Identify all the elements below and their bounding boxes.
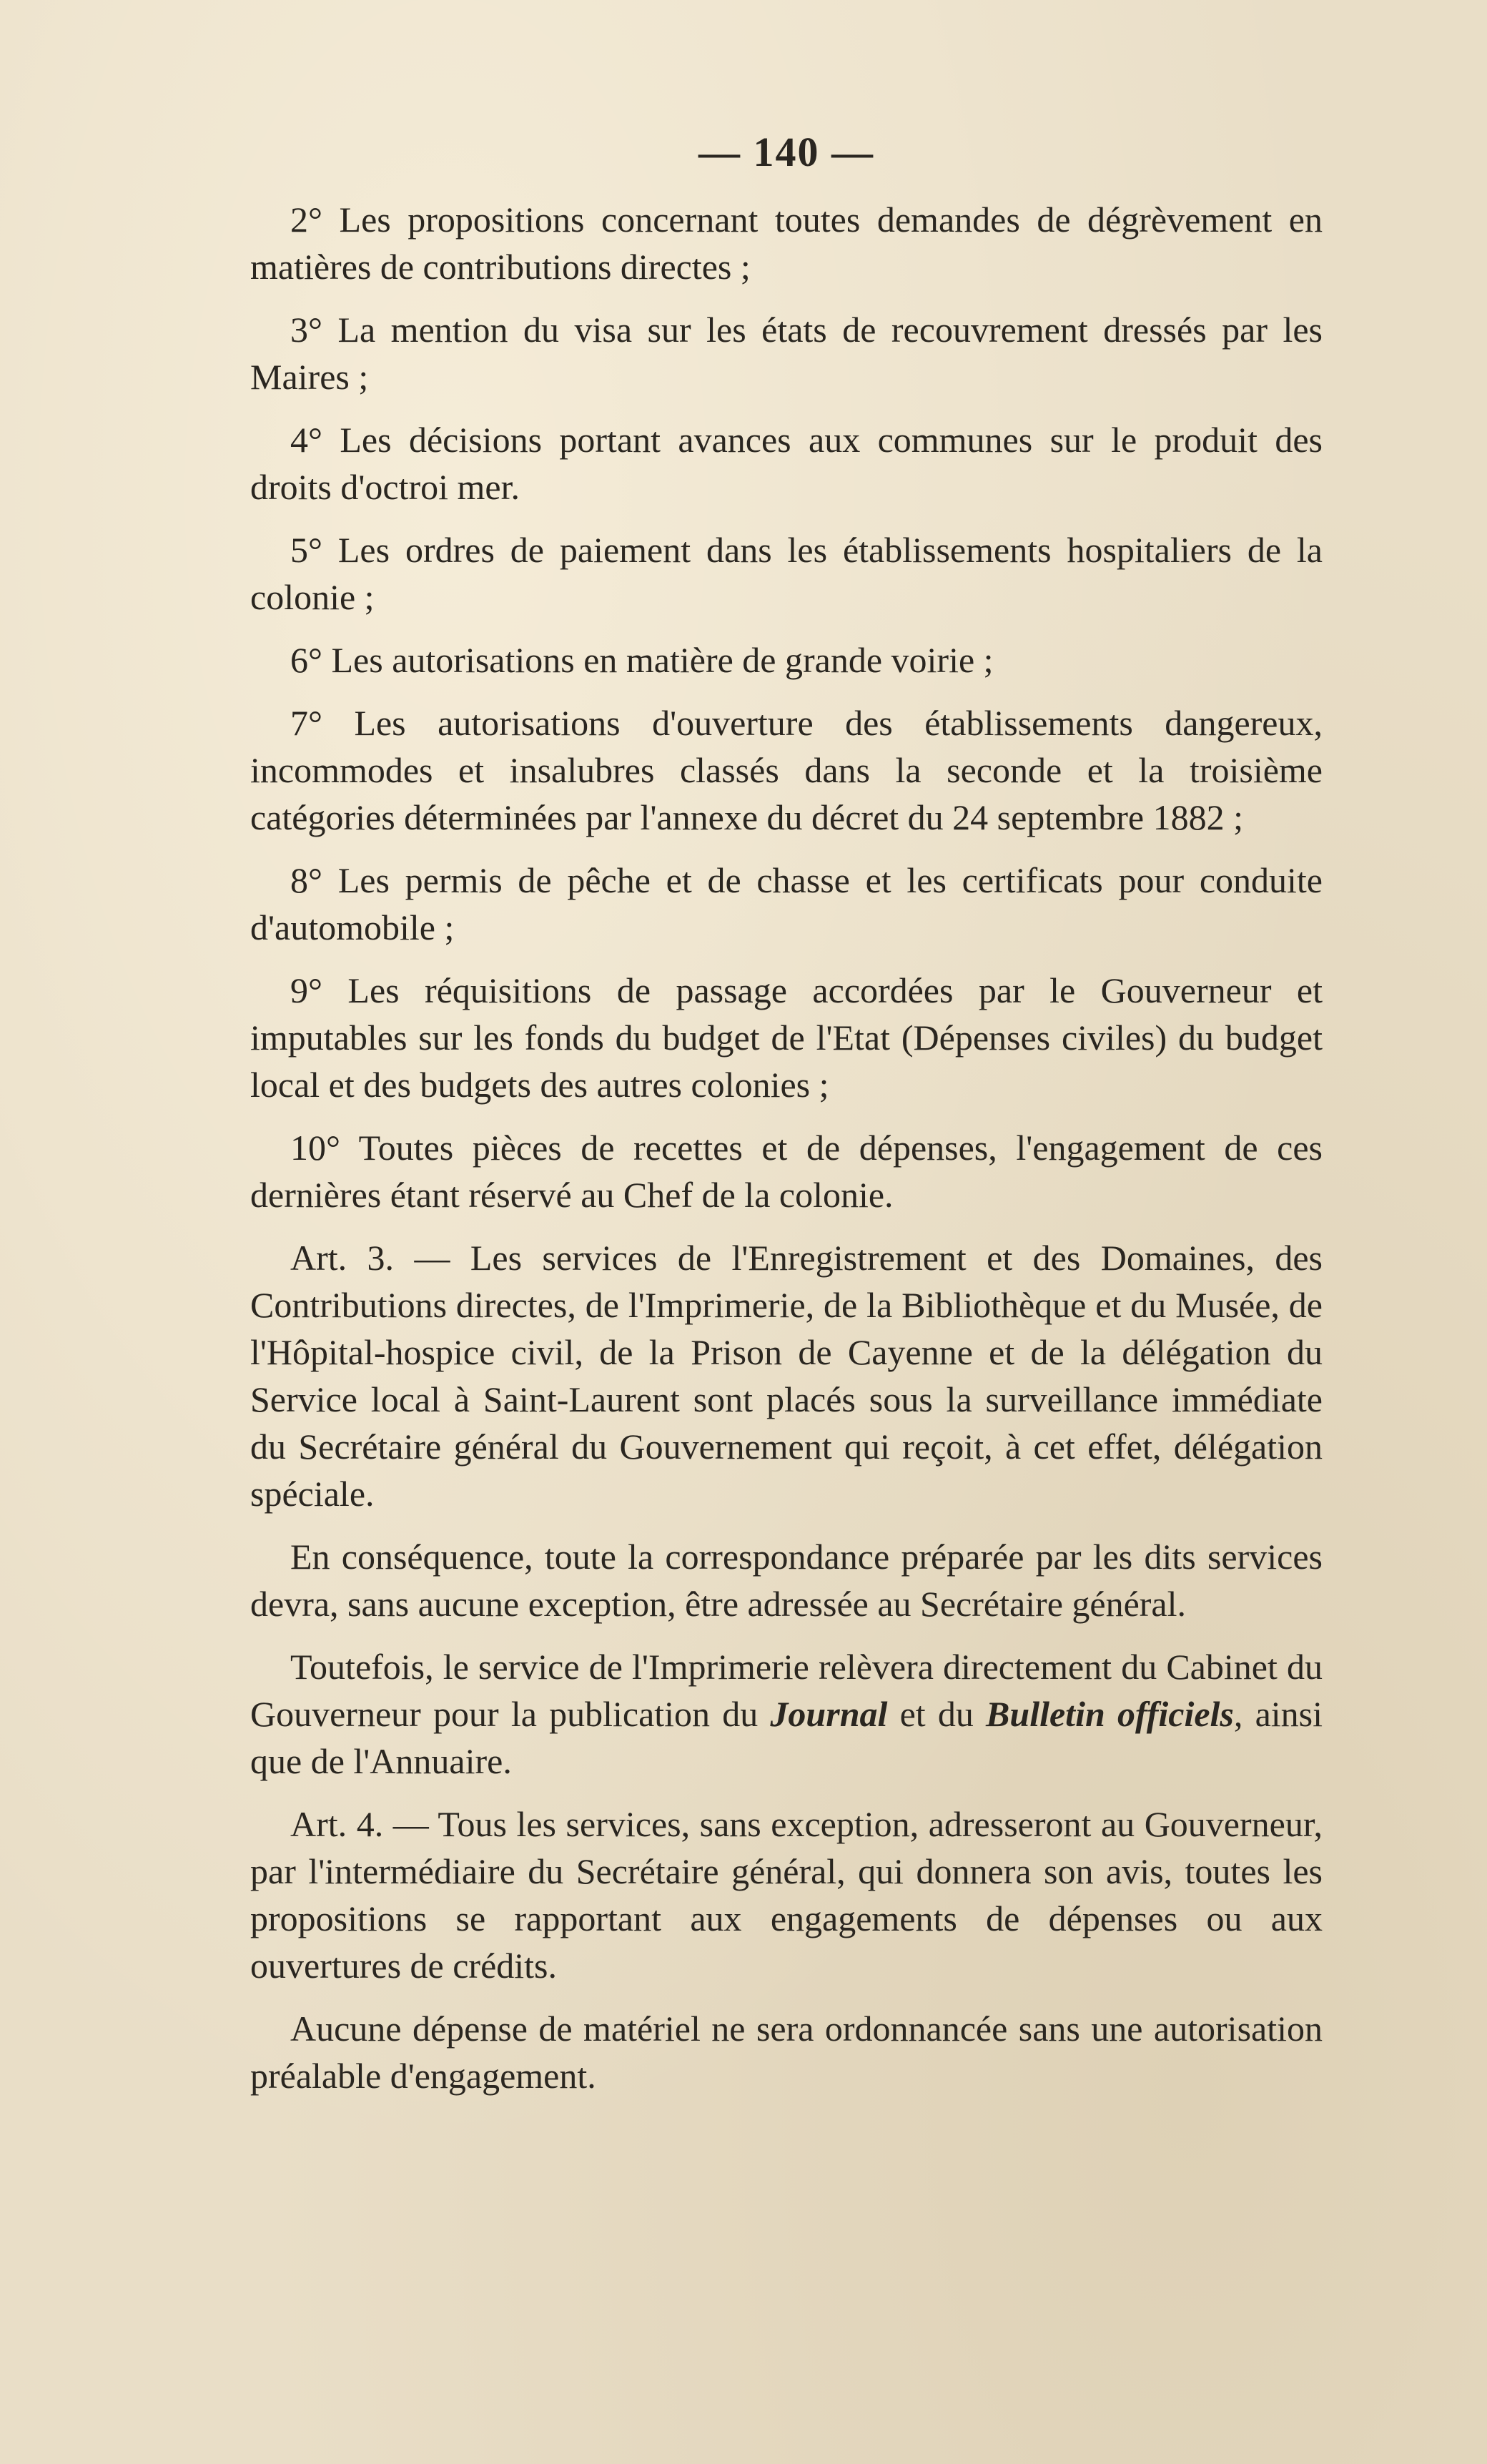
paragraph-item-8: 8° Les permis de pêche et de chasse et les certificats pour conduite d'automobile ;: [250, 860, 1323, 947]
paragraph-article-4: Art. 4. — Tous les services, sans exception, adresseront au Gouverneur, par l'intermédiaire du Secrétaire général, qui donnera son avis, toutes les propositions se rapportant aux engagements de dépenses ou aux ouvertures de crédits.: [250, 1804, 1323, 1986]
text-segment: Toutefois, le service de l'Imprimerie relèvera directement du Cabinet du Gouverneur pour la publication du: [250, 1647, 1323, 1734]
paragraph-item-5: 5° Les ordres de paiement dans les établissements hospitaliers de la colonie ;: [250, 530, 1323, 617]
text-segment: , ainsi que de l'Annuaire.: [250, 1694, 1323, 1781]
paragraph-item-6: 6° Les autorisations en matière de grande voirie ;: [290, 640, 994, 680]
paragraph-item-10: 10° Toutes pièces de recettes et de dépenses, l'engagement de ces dernières étant réservé au Chef de la colonie.: [250, 1128, 1323, 1215]
text-segment: et du: [887, 1694, 987, 1734]
paragraph-item-9: 9° Les réquisitions de passage accordées par le Gouverneur et imputables sur les fonds du budget de l'Etat (Dépenses civiles) du budget local et des budgets des autres colonies ;: [250, 970, 1323, 1105]
paragraph-consequence: En conséquence, toute la correspondance préparée par les dits services devra, sans aucune exception, être adressée au Secrétaire général.: [250, 1537, 1323, 1624]
paragraph-item-3: 3° La mention du visa sur les états de recouvrement dressés par les Maires ;: [250, 310, 1323, 397]
document-body: [250, 129, 1323, 2115]
paragraph-item-7: 7° Les autorisations d'ouverture des établissements dangereux, incommodes et insalubres classés dans la seconde et la troisième catégories déterminées par l'annexe du décret du 24 septembre 1882 ;: [250, 703, 1323, 837]
bulletin-title: Bulletin officiels: [986, 1694, 1234, 1734]
paragraph-item-4: 4° Les décisions portant avances aux communes sur le produit des droits d'octroi mer.: [250, 420, 1323, 507]
paragraph-item-2: 2° Les propositions concernant toutes demandes de dégrèvement en matières de contributions directes ;: [250, 199, 1323, 287]
page-number: — 140 —: [698, 129, 874, 175]
journal-title: Journal: [770, 1694, 888, 1734]
paragraph-aucune-depense: Aucune dépense de matériel ne sera ordonnancée sans une autorisation préalable d'engagement.: [250, 2009, 1323, 2096]
paragraph-article-3: Art. 3. — Les services de l'Enregistrement et des Domaines, des Contributions directes, de l'Imprimerie, de la Bibliothèque et du Musée, de l'Hôpital-hospice civil, de la Prison de Cayenne et de la délégation du Service local à Saint-Laurent sont placés sous la surveillance immédiate du Secrétaire général du Gouvernement qui reçoit, à cet effet, délégation spéciale.: [250, 1238, 1323, 1514]
paragraph-toutefois: [250, 1643, 1323, 1785]
